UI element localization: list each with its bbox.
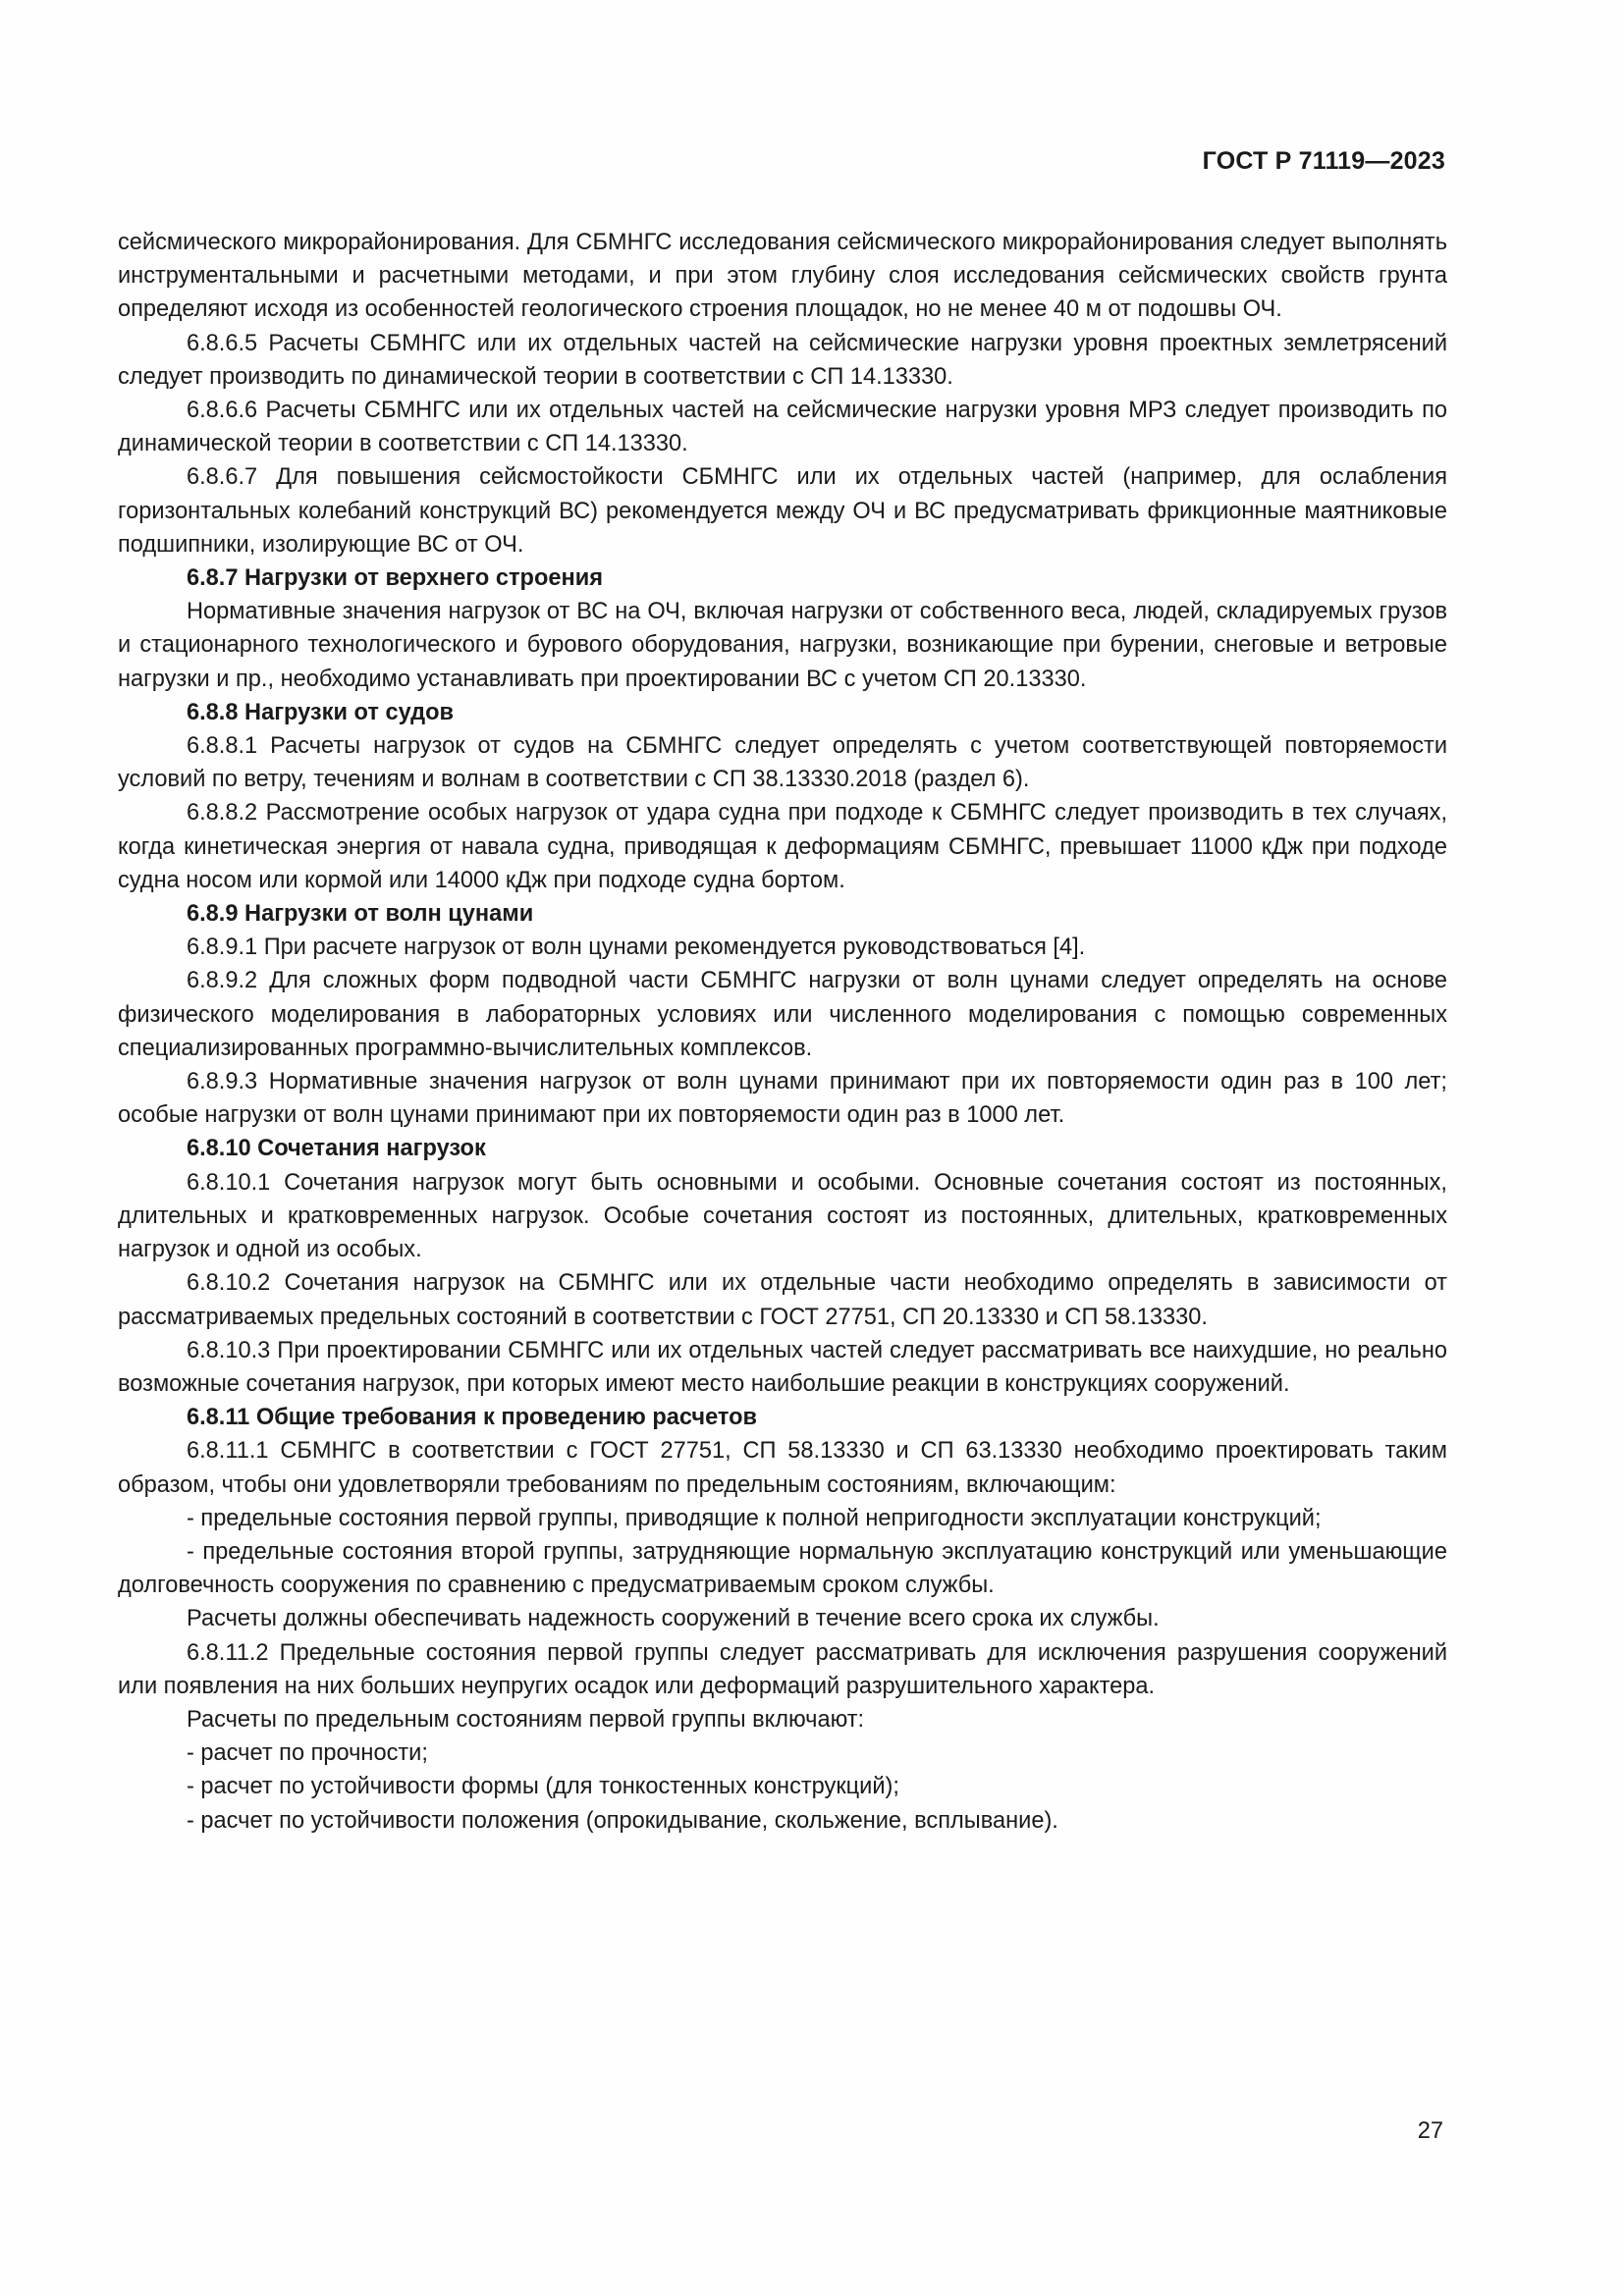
paragraph-6-8-7-text: Нормативные значения нагрузок от ВС на ОЧ, включая нагрузки от собственного веса, людей, складируемых грузов и стационарного технологического и бурового оборудования, нагрузки, возникающие при бурении, снеговые и ветровые нагрузки и пр., необходимо устанавливать при проектировании ВС с учетом СП 20.13330. [118,599,1447,692]
page-number: 27 [1417,2118,1443,2144]
paragraph-6-8-10-1: 6.8.10.1 Сочетания нагрузок могут быть основными и особыми. Основные сочетания состоят из постоянных, длительных и кратковременных нагрузок. Особые сочетания состоят из постоянных, длительных, кратковременных нагрузок и одной из особых. [118,1169,1447,1263]
paragraph-6-8-10-3: 6.8.10.3 При проектировании СБМНГС или их отдельных частей следует рассматривать все наихудшие, но реально возможные сочетания нагрузок, при которых имеют место наибольшие реакции в конструкциях сооружений. [118,1337,1447,1397]
subsection-heading-6-8-10: 6.8.10 Сочетания нагрузок [187,1136,486,1162]
list-item: - предельные состояния второй группы, затрудняющие нормальную эксплуатацию конструкций или уменьшающие долговечность сооружения по сравнению с предусматриваемым сроком службы. [118,1538,1447,1599]
paragraph-6-8-11-1: 6.8.11.1 СБМНГС в соответствии с ГОСТ 27751, СП 58.13330 и СП 63.13330 необходимо проектировать таким образом, чтобы они удовлетворяли требованиям по предельным состояниям, включающим: [118,1438,1447,1498]
document-id-header: ГОСТ Р 71119—2023 [1202,147,1445,175]
subsection-heading-6-8-11: 6.8.11 Общие требования к проведению расчетов [187,1405,758,1431]
paragraph-6-8-9-2: 6.8.9.2 Для сложных форм подводной части СБМНГС нагрузки от волн цунами следует определять на основе физического моделирования в лабораторных условиях или численного моделирования с помощью современных специализированных программно-вычислительных комплексов. [118,968,1447,1061]
paragraph-6-8-9-3: 6.8.9.3 Нормативные значения нагрузок от волн цунами принимают при их повторяемости один раз в 100 лет; особые нагрузки от волн цунами принимают при их повторяемости один раз в 1000 лет. [118,1069,1447,1129]
paragraph-6-8-6-5: 6.8.6.5 Расчеты СБМНГС или их отдельных частей на сейсмические нагрузки уровня проектных землетрясений следует производить по динамической теории в соответствии с СП 14.13330. [118,330,1447,390]
paragraph-6-8-8-1: 6.8.8.1 Расчеты нагрузок от судов на СБМНГС следует определять с учетом соответствующей повторяемости условий по ветру, течениям и волнам в соответствии с СП 38.13330.2018 (раздел 6). [118,733,1447,793]
list-item: - расчет по прочности; [187,1740,428,1767]
paragraph-6-8-9-1: 6.8.9.1 При расчете нагрузок от волн цунами рекомендуется руководствоваться [4]. [187,934,1086,961]
paragraph-continuation: сейсмического микрорайонирования. Для СБМНГС исследования сейсмического микрорайонирования следует выполнять инструментальными и расчетными методами, и при этом глубину слоя исследования сейсмических свойств грунта определяют исходя из особенностей геологического строения площадок, но не менее 40 м от подошвы ОЧ. [118,230,1447,323]
paragraph-calculations-intro: Расчеты по предельным состояниям первой группы включают: [187,1706,865,1733]
paragraph-6-8-10-2: 6.8.10.2 Сочетания нагрузок на СБМНГС или их отдельные части необходимо определять в зависимости от рассматриваемых предельных состояний в соответствии с ГОСТ 27751, СП 20.13330 и СП 58.13330. [118,1270,1447,1330]
paragraph-reliability: Расчеты должны обеспечивать надежность сооружений в течение всего срока их службы. [187,1606,1160,1632]
subsection-heading-6-8-7: 6.8.7 Нагрузки от верхнего строения [187,565,603,592]
paragraph-6-8-6-7: 6.8.6.7 Для повышения сейсмостойкости СБМНГС или их отдельных частей (например, для ослабления горизонтальных колебаний конструкций ВС) рекомендуется между ОЧ и ВС предусматривать фрикционные маятниковые подшипники, изолирующие ВС от ОЧ. [118,464,1447,558]
paragraph-6-8-11-2: 6.8.11.2 Предельные состояния первой группы следует рассматривать для исключения разрушения сооружений или появления на них больших неупругих осадок или деформаций разрушительного характера. [118,1639,1447,1699]
list-item: - расчет по устойчивости положения (опрокидывание, скольжение, всплывание). [187,1807,1058,1834]
document-body [118,226,1447,1838]
list-item: - предельные состояния первой группы, приводящие к полной непригодности эксплуатации конструкций; [187,1505,1322,1531]
subsection-heading-6-8-9: 6.8.9 Нагрузки от волн цунами [187,901,534,928]
paragraph-6-8-6-6: 6.8.6.6 Расчеты СБМНГС или их отдельных частей на сейсмические нагрузки уровня МРЗ следует производить по динамической теории в соответствии с СП 14.13330. [118,398,1447,457]
list-item: - расчет по устойчивости формы (для тонкостенных конструкций); [187,1774,899,1800]
subsection-heading-6-8-8: 6.8.8 Нагрузки от судов [187,699,455,725]
paragraph-6-8-8-2: 6.8.8.2 Рассмотрение особых нагрузок от удара судна при подходе к СБМНГС следует производить в тех случаях, когда кинетическая энергия от навала судна, приводящая к деформациям СБМНГС, превышает 11000 кДж при подходе судна носом или кормой или 14000 кДж при подходе судна бортом. [118,800,1447,893]
